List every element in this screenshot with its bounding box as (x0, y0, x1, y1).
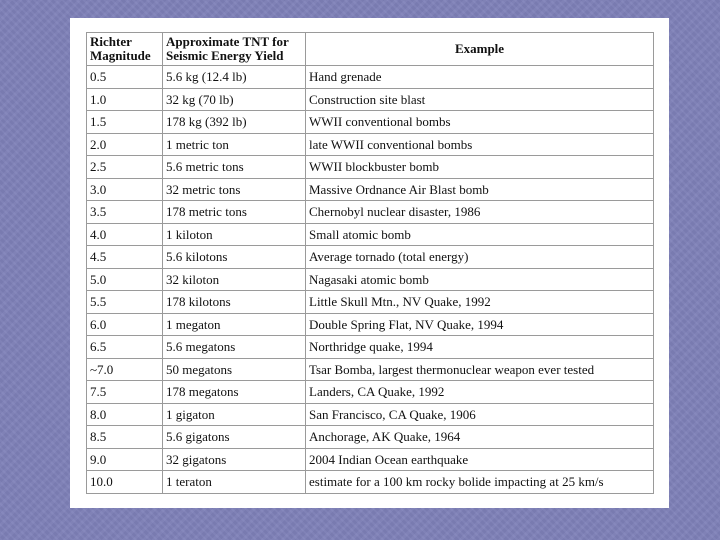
header-magnitude-line2: Magnitude (90, 48, 151, 63)
magnitude-cell: 8.0 (87, 403, 163, 426)
header-example: Example (306, 33, 654, 66)
table-row (87, 133, 654, 156)
table-row (87, 381, 654, 404)
header-richter-magnitude (87, 33, 163, 66)
header-tnt-line2: Seismic Energy Yield (166, 48, 284, 63)
example-cell: Small atomic bomb (306, 223, 654, 246)
example-cell: Landers, CA Quake, 1992 (306, 381, 654, 404)
header-tnt-line1: Approximate TNT for (166, 34, 289, 49)
table-row (87, 178, 654, 201)
tnt-yield-cell: 1 gigaton (163, 403, 306, 426)
table-row (87, 156, 654, 179)
table-row (87, 223, 654, 246)
table-row (87, 201, 654, 224)
example-cell: estimate for a 100 km rocky bolide impacting at 25 km/s (306, 471, 654, 494)
magnitude-cell: 8.5 (87, 426, 163, 449)
tnt-yield-cell: 1 megaton (163, 313, 306, 336)
header-magnitude-line1: Richter (90, 34, 132, 49)
example-cell: San Francisco, CA Quake, 1906 (306, 403, 654, 426)
table-body (87, 66, 654, 494)
tnt-yield-cell: 32 gigatons (163, 448, 306, 471)
tnt-yield-cell: 32 kg (70 lb) (163, 88, 306, 111)
table-sheet (70, 18, 669, 508)
example-cell: WWII blockbuster bomb (306, 156, 654, 179)
example-cell: Tsar Bomba, largest thermonuclear weapon ever tested (306, 358, 654, 381)
magnitude-cell: 3.5 (87, 201, 163, 224)
example-cell: WWII conventional bombs (306, 111, 654, 134)
magnitude-cell: 1.0 (87, 88, 163, 111)
magnitude-cell: 5.0 (87, 268, 163, 291)
table-row (87, 471, 654, 494)
table-row (87, 313, 654, 336)
example-cell: 2004 Indian Ocean earthquake (306, 448, 654, 471)
table-row (87, 66, 654, 89)
tnt-yield-cell: 5.6 kilotons (163, 246, 306, 269)
example-cell: Massive Ordnance Air Blast bomb (306, 178, 654, 201)
magnitude-cell: 2.5 (87, 156, 163, 179)
magnitude-cell: 6.0 (87, 313, 163, 336)
tnt-yield-cell: 5.6 gigatons (163, 426, 306, 449)
table-row (87, 88, 654, 111)
tnt-yield-cell: 50 megatons (163, 358, 306, 381)
example-cell: Double Spring Flat, NV Quake, 1994 (306, 313, 654, 336)
magnitude-cell: 4.5 (87, 246, 163, 269)
table-row (87, 358, 654, 381)
tnt-yield-cell: 5.6 metric tons (163, 156, 306, 179)
table-row (87, 246, 654, 269)
richter-energy-table (86, 32, 654, 494)
example-cell: Northridge quake, 1994 (306, 336, 654, 359)
tnt-yield-cell: 1 metric ton (163, 133, 306, 156)
magnitude-cell: 6.5 (87, 336, 163, 359)
magnitude-cell: 5.5 (87, 291, 163, 314)
table-row (87, 403, 654, 426)
magnitude-cell: 10.0 (87, 471, 163, 494)
table-row (87, 111, 654, 134)
magnitude-cell: 1.5 (87, 111, 163, 134)
example-cell: Construction site blast (306, 88, 654, 111)
tnt-yield-cell: 32 metric tons (163, 178, 306, 201)
tnt-yield-cell: 178 megatons (163, 381, 306, 404)
header-tnt-yield (163, 33, 306, 66)
magnitude-cell: 7.5 (87, 381, 163, 404)
example-cell: Nagasaki atomic bomb (306, 268, 654, 291)
example-cell: Chernobyl nuclear disaster, 1986 (306, 201, 654, 224)
example-cell: Hand grenade (306, 66, 654, 89)
table-row (87, 336, 654, 359)
table-row (87, 448, 654, 471)
magnitude-cell: 4.0 (87, 223, 163, 246)
tnt-yield-cell: 178 kilotons (163, 291, 306, 314)
example-cell: Little Skull Mtn., NV Quake, 1992 (306, 291, 654, 314)
magnitude-cell: 3.0 (87, 178, 163, 201)
tnt-yield-cell: 178 metric tons (163, 201, 306, 224)
table-row (87, 268, 654, 291)
tnt-yield-cell: 1 teraton (163, 471, 306, 494)
table-header-row (87, 33, 654, 66)
tnt-yield-cell: 5.6 kg (12.4 lb) (163, 66, 306, 89)
example-cell: Average tornado (total energy) (306, 246, 654, 269)
magnitude-cell: ~7.0 (87, 358, 163, 381)
tnt-yield-cell: 178 kg (392 lb) (163, 111, 306, 134)
tnt-yield-cell: 32 kiloton (163, 268, 306, 291)
example-cell: late WWII conventional bombs (306, 133, 654, 156)
magnitude-cell: 2.0 (87, 133, 163, 156)
tnt-yield-cell: 1 kiloton (163, 223, 306, 246)
example-cell: Anchorage, AK Quake, 1964 (306, 426, 654, 449)
tnt-yield-cell: 5.6 megatons (163, 336, 306, 359)
magnitude-cell: 0.5 (87, 66, 163, 89)
table-row (87, 291, 654, 314)
magnitude-cell: 9.0 (87, 448, 163, 471)
table-row (87, 426, 654, 449)
